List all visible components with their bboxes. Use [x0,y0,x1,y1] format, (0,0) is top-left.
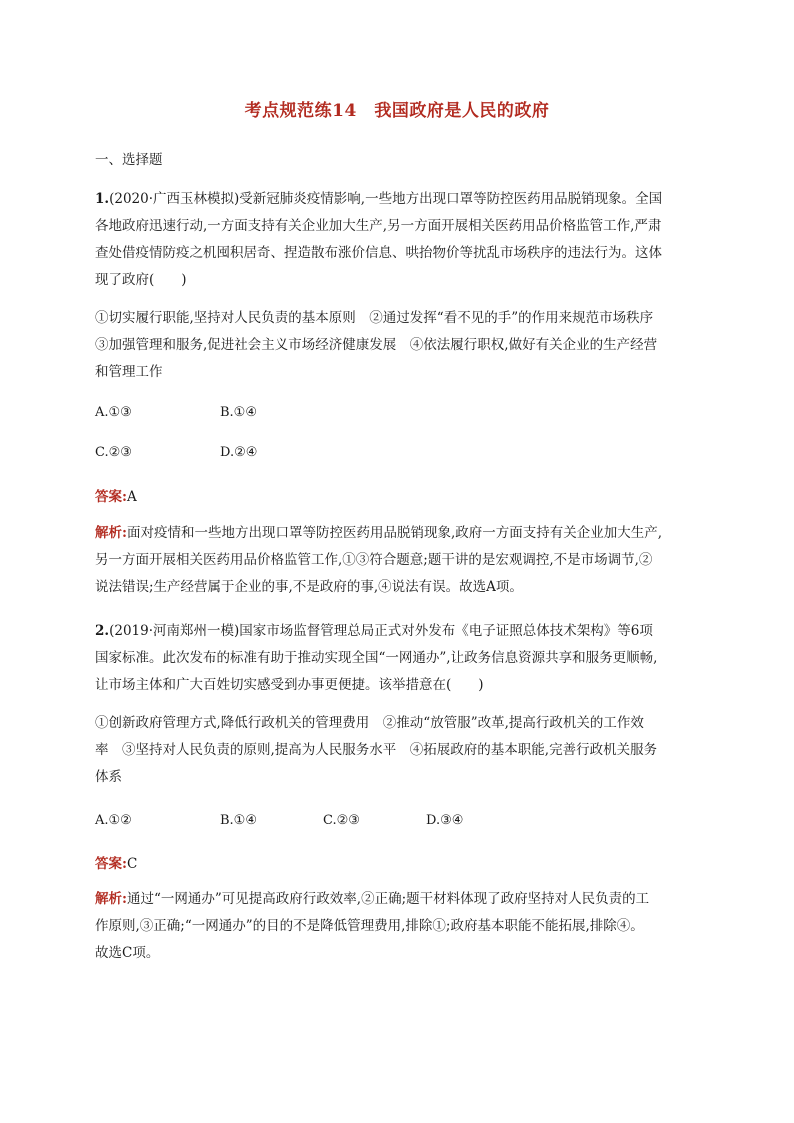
statement-line: 和管理工作 [95,364,163,380]
option-d[interactable]: D.③④ [426,813,464,828]
analysis-line: 另一方面开展相关医药用品价格监管工作,①③符合题意;题干讲的是宏观调控,不是市场调节,② [95,552,653,568]
answer-label: 答案: [95,489,127,505]
question-1-stem-line: 查处借疫情防疫之机囤积居奇、捏造散布涨价信息、哄抬物价等扰乱市场秩序的违法行为。这体 [95,245,662,261]
option-c[interactable]: C.②③ [323,813,360,828]
question-2-answer [95,852,137,872]
question-1-stem [95,186,715,294]
question-2-stem-line: 国家标准。此次发布的标准有助于推动实现全国“一网通办”,让政务信息资源共享和服务更顺畅, [95,650,658,666]
analysis-label: 解析: [95,891,127,907]
option-a[interactable]: A.①③ [95,405,132,420]
answer-value: C [126,856,138,872]
analysis-line: 故选C项。 [95,945,160,961]
question-1-answer [95,485,137,505]
analysis-line: 作原则,③正确;“一网通办”的目的不是降低管理费用,排除①;政府基本职能不能拓展,排除④。 [95,918,644,934]
page-title: 考点规范练14 我国政府是人民的政府 [244,101,550,121]
statement-line: 体系 [95,769,122,785]
answer-label: 答案: [95,856,127,872]
question-1-stem-line: 1.(2020·广西玉林模拟)受新冠肺炎疫情影响,一些地方出现口罩等防控医药用品脱销现象。全国 [95,191,663,207]
option-c[interactable]: C.②③ [95,445,132,460]
option-b[interactable]: B.①④ [220,813,257,828]
option-b[interactable]: B.①④ [220,405,257,420]
analysis-line: 说法错误;生产经营属于企业的事,不是政府的事,④说法有误。故选A项。 [95,579,523,595]
analysis-label: 解析: [95,525,127,541]
question-1-statements [95,305,715,386]
analysis-line: 解析:面对疫情和一些地方出现口罩等防控医药用品脱销现象,政府一方面支持有关企业加大生产, [95,525,663,541]
question-2-stem-line: 2.(2019·河南郑州一模)国家市场监督管理总局正式对外发布《电子证照总体技术架构》等6项 [95,623,653,639]
question-2-stem-line: 让市场主体和广大百姓切实感受到办事更便捷。该举措意在( ) [95,677,484,693]
analysis-line: 解析:通过“一网通办”可见提高政府行政效率,②正确;题干材料体现了政府坚持对人民负责的工 [95,891,650,907]
section-heading: 一、选择题 [95,152,163,168]
question-2-stem [95,618,715,699]
question-2-statements [95,710,715,791]
question-1-analysis [95,520,715,601]
statement-line: ①切实履行职能,坚持对人民负责的基本原则 ②通过发挥“看不见的手”的作用来规范市场秩序 [95,310,654,326]
statement-line: ①创新政府管理方式,降低行政机关的管理费用 ②推动“放管服”改革,提高行政机关的工作效 [95,715,644,731]
option-a[interactable]: A.①② [95,813,132,828]
statement-line: ③加强管理和服务,促进社会主义市场经济健康发展 ④依法履行职权,做好有关企业的生产经营 [95,337,658,353]
question-number: 1. [95,191,110,207]
question-2-analysis [95,886,715,967]
question-1-stem-line: 现了政府( ) [95,272,187,288]
statement-line: 率 ③坚持对人民负责的原则,提高为人民服务水平 ④拓展政府的基本职能,完善行政机关服务 [95,742,658,758]
question-number: 2. [95,623,110,639]
answer-value: A [126,489,137,505]
option-d[interactable]: D.②④ [220,445,258,460]
question-1-stem-line: 各地政府迅速行动,一方面支持有关企业加大生产,另一方面开展相关医药用品价格监管工作,严肃 [95,218,662,234]
